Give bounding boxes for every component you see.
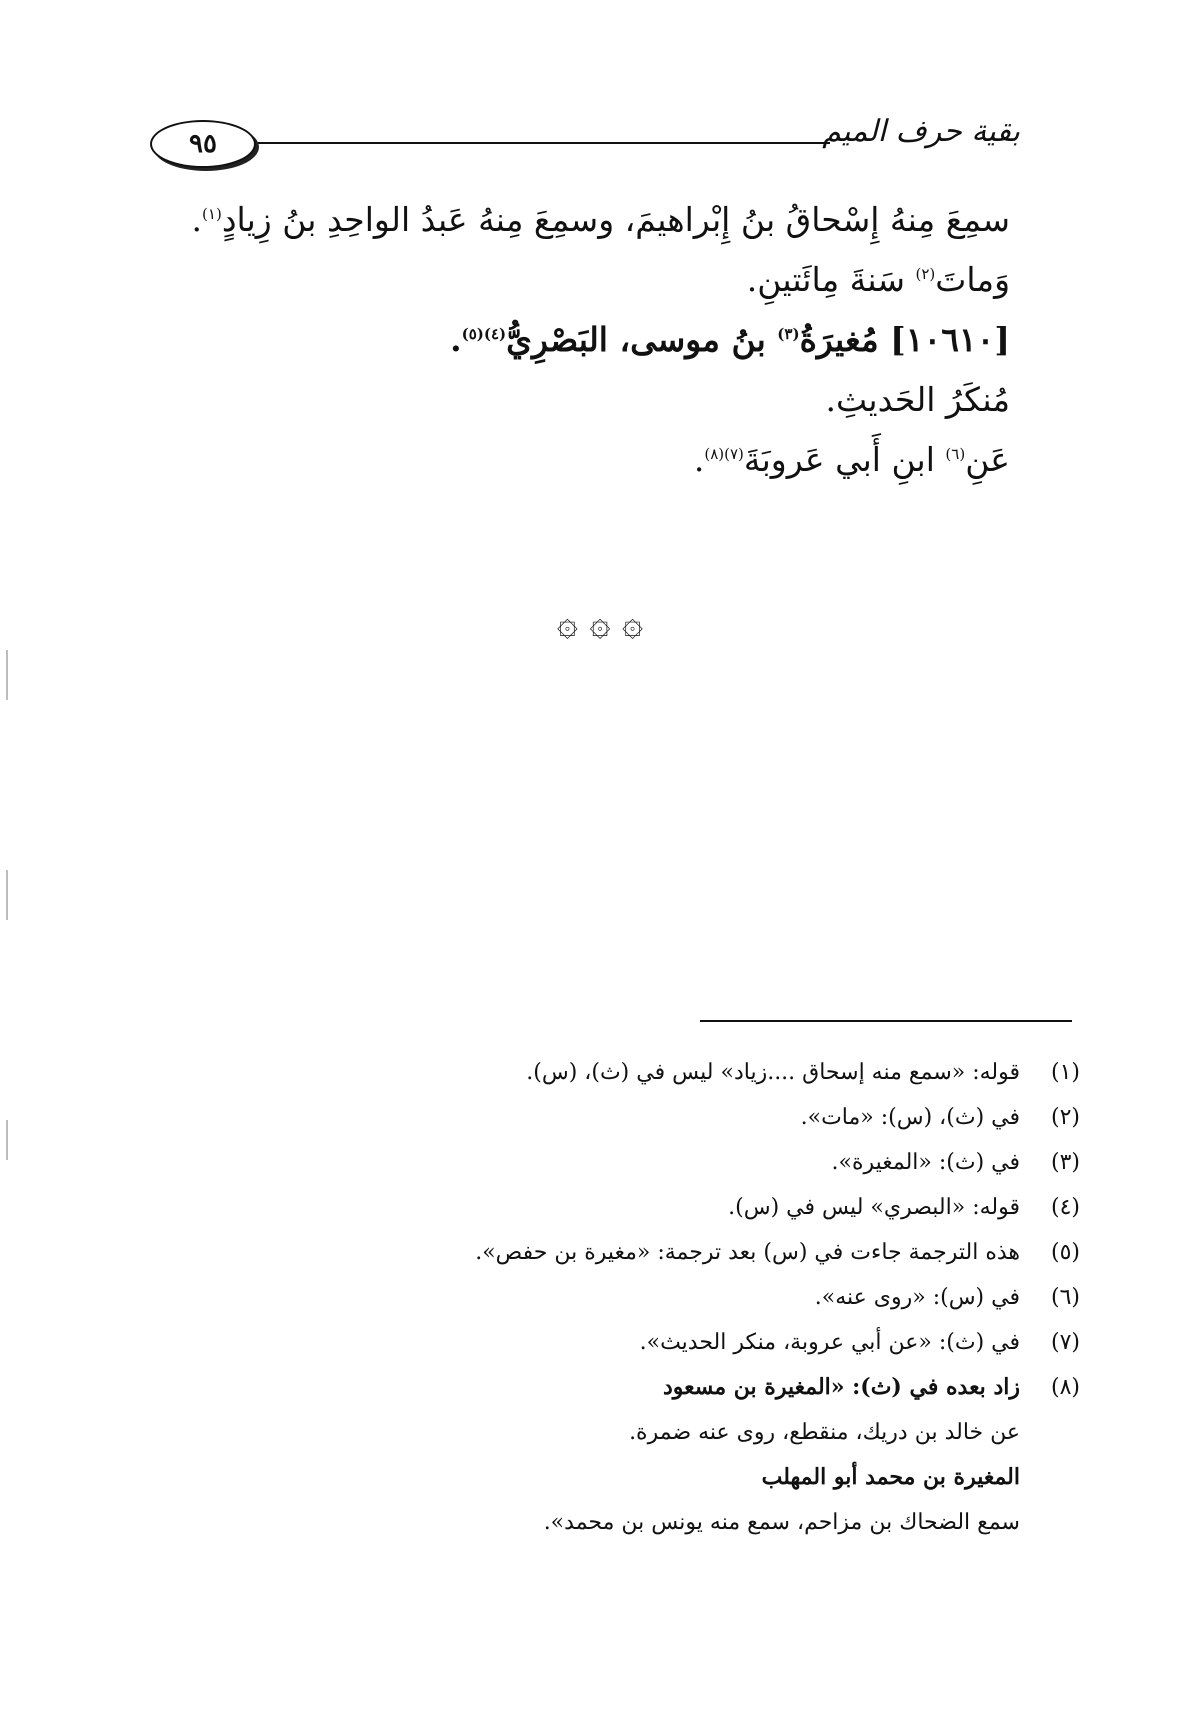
footnote-item	[380, 1050, 1080, 1095]
footnote-item	[380, 1365, 1080, 1410]
footnote-ref: (٧)(٨)	[704, 445, 744, 463]
footnote-continuation: عن خالد بن دريك، منقطع، روى عنه ضمرة.	[629, 1420, 1020, 1445]
page-header	[150, 112, 1020, 172]
footnote-separator	[700, 1020, 1072, 1022]
running-title: بقية حرف الميم	[822, 114, 1020, 149]
footnote-number: (٥)	[1050, 1240, 1080, 1265]
footnote-ref: (٢)	[915, 265, 936, 283]
footnote-number: (٧)	[1050, 1330, 1080, 1355]
scan-edge-mark	[6, 650, 8, 700]
footnote-number: (٣)	[1050, 1150, 1080, 1175]
footnote-item	[380, 1320, 1080, 1365]
text-line: عَنِ$^{(٦)}$ ابنِ أَبي عَروبَةَ$^{(٧)(٨)}$.	[693, 440, 1010, 479]
footnote-text: زاد بعده في (ث): «المغيرة بن مسعود	[662, 1374, 1020, 1400]
footnote-item	[380, 1230, 1080, 1275]
header-rule	[258, 142, 830, 144]
footnote-item	[380, 1275, 1080, 1320]
footnote-item	[380, 1140, 1080, 1185]
footnote-text: في (ث)، (س): «مات».	[800, 1105, 1020, 1130]
footnote-item	[380, 1095, 1080, 1140]
footnote-continuation: سمع الضحاك بن مزاحم، سمع منه يونس بن محمد».	[543, 1510, 1020, 1535]
page-number-badge	[150, 120, 256, 168]
footnote-item	[380, 1185, 1080, 1230]
entry-number: [١٠٦١٠]	[890, 320, 1010, 359]
entry-heading: [١٠٦١٠] مُغيرَةُ$^{(٣)}$ بنُ موسى، البَصْرِيُّ$^{(٤)(٥)}$.	[450, 320, 1010, 359]
footnote-ref: (١)	[202, 205, 222, 223]
page-number: ٩٥	[189, 129, 217, 159]
main-text	[190, 190, 1010, 490]
footnotes	[380, 1050, 1080, 1545]
footnote-text: قوله: «سمع منه إسحاق ....زياد» ليس في (ث)، (س).	[526, 1060, 1020, 1085]
scan-edge-mark	[6, 1120, 8, 1160]
footnote-text: في (س): «روى عنه».	[814, 1285, 1020, 1310]
footnote-text: في (ث): «المغيرة».	[831, 1150, 1020, 1175]
footnote-number: (٢)	[1050, 1105, 1080, 1130]
footnote-number: (٦)	[1050, 1285, 1080, 1310]
section-divider-ornament: ۞ ۞ ۞	[556, 603, 644, 644]
footnote-number: (٤)	[1050, 1195, 1080, 1220]
scan-edge-mark	[6, 870, 8, 920]
footnote-ref: (٦)	[945, 445, 966, 463]
footnote-text: في (ث): «عن أبي عروبة، منكر الحديث».	[639, 1330, 1020, 1355]
footnote-text: هذه الترجمة جاءت في (س) بعد ترجمة: «مغيرة بن حفص».	[475, 1240, 1020, 1265]
footnote-ref: (٣)	[777, 325, 800, 343]
text-line: سمِعَ مِنهُ إِسْحاقُ بنُ إِبْراهيمَ، وسمِعَ مِنهُ عَبدُ الواحِدِ بنُ زِيادٍ$^{(١)}$.	[191, 200, 1010, 239]
footnote-ref: (٤)(٥)	[461, 325, 507, 343]
footnote-number: (١)	[1050, 1060, 1080, 1085]
footnote-number: (٨)	[1050, 1375, 1080, 1400]
text-line: وَماتَ$^{(٢)}$ سَنةَ مِائَتينِ.	[746, 260, 1010, 299]
footnote-continuation: المغيرة بن محمد أبو المهلب	[761, 1464, 1020, 1490]
footnote-text: قوله: «البصري» ليس في (س).	[728, 1195, 1020, 1220]
entry-name: مُغيرَةُ	[799, 320, 879, 359]
text-line: مُنكَرُ الحَديثِ.	[825, 380, 1010, 419]
